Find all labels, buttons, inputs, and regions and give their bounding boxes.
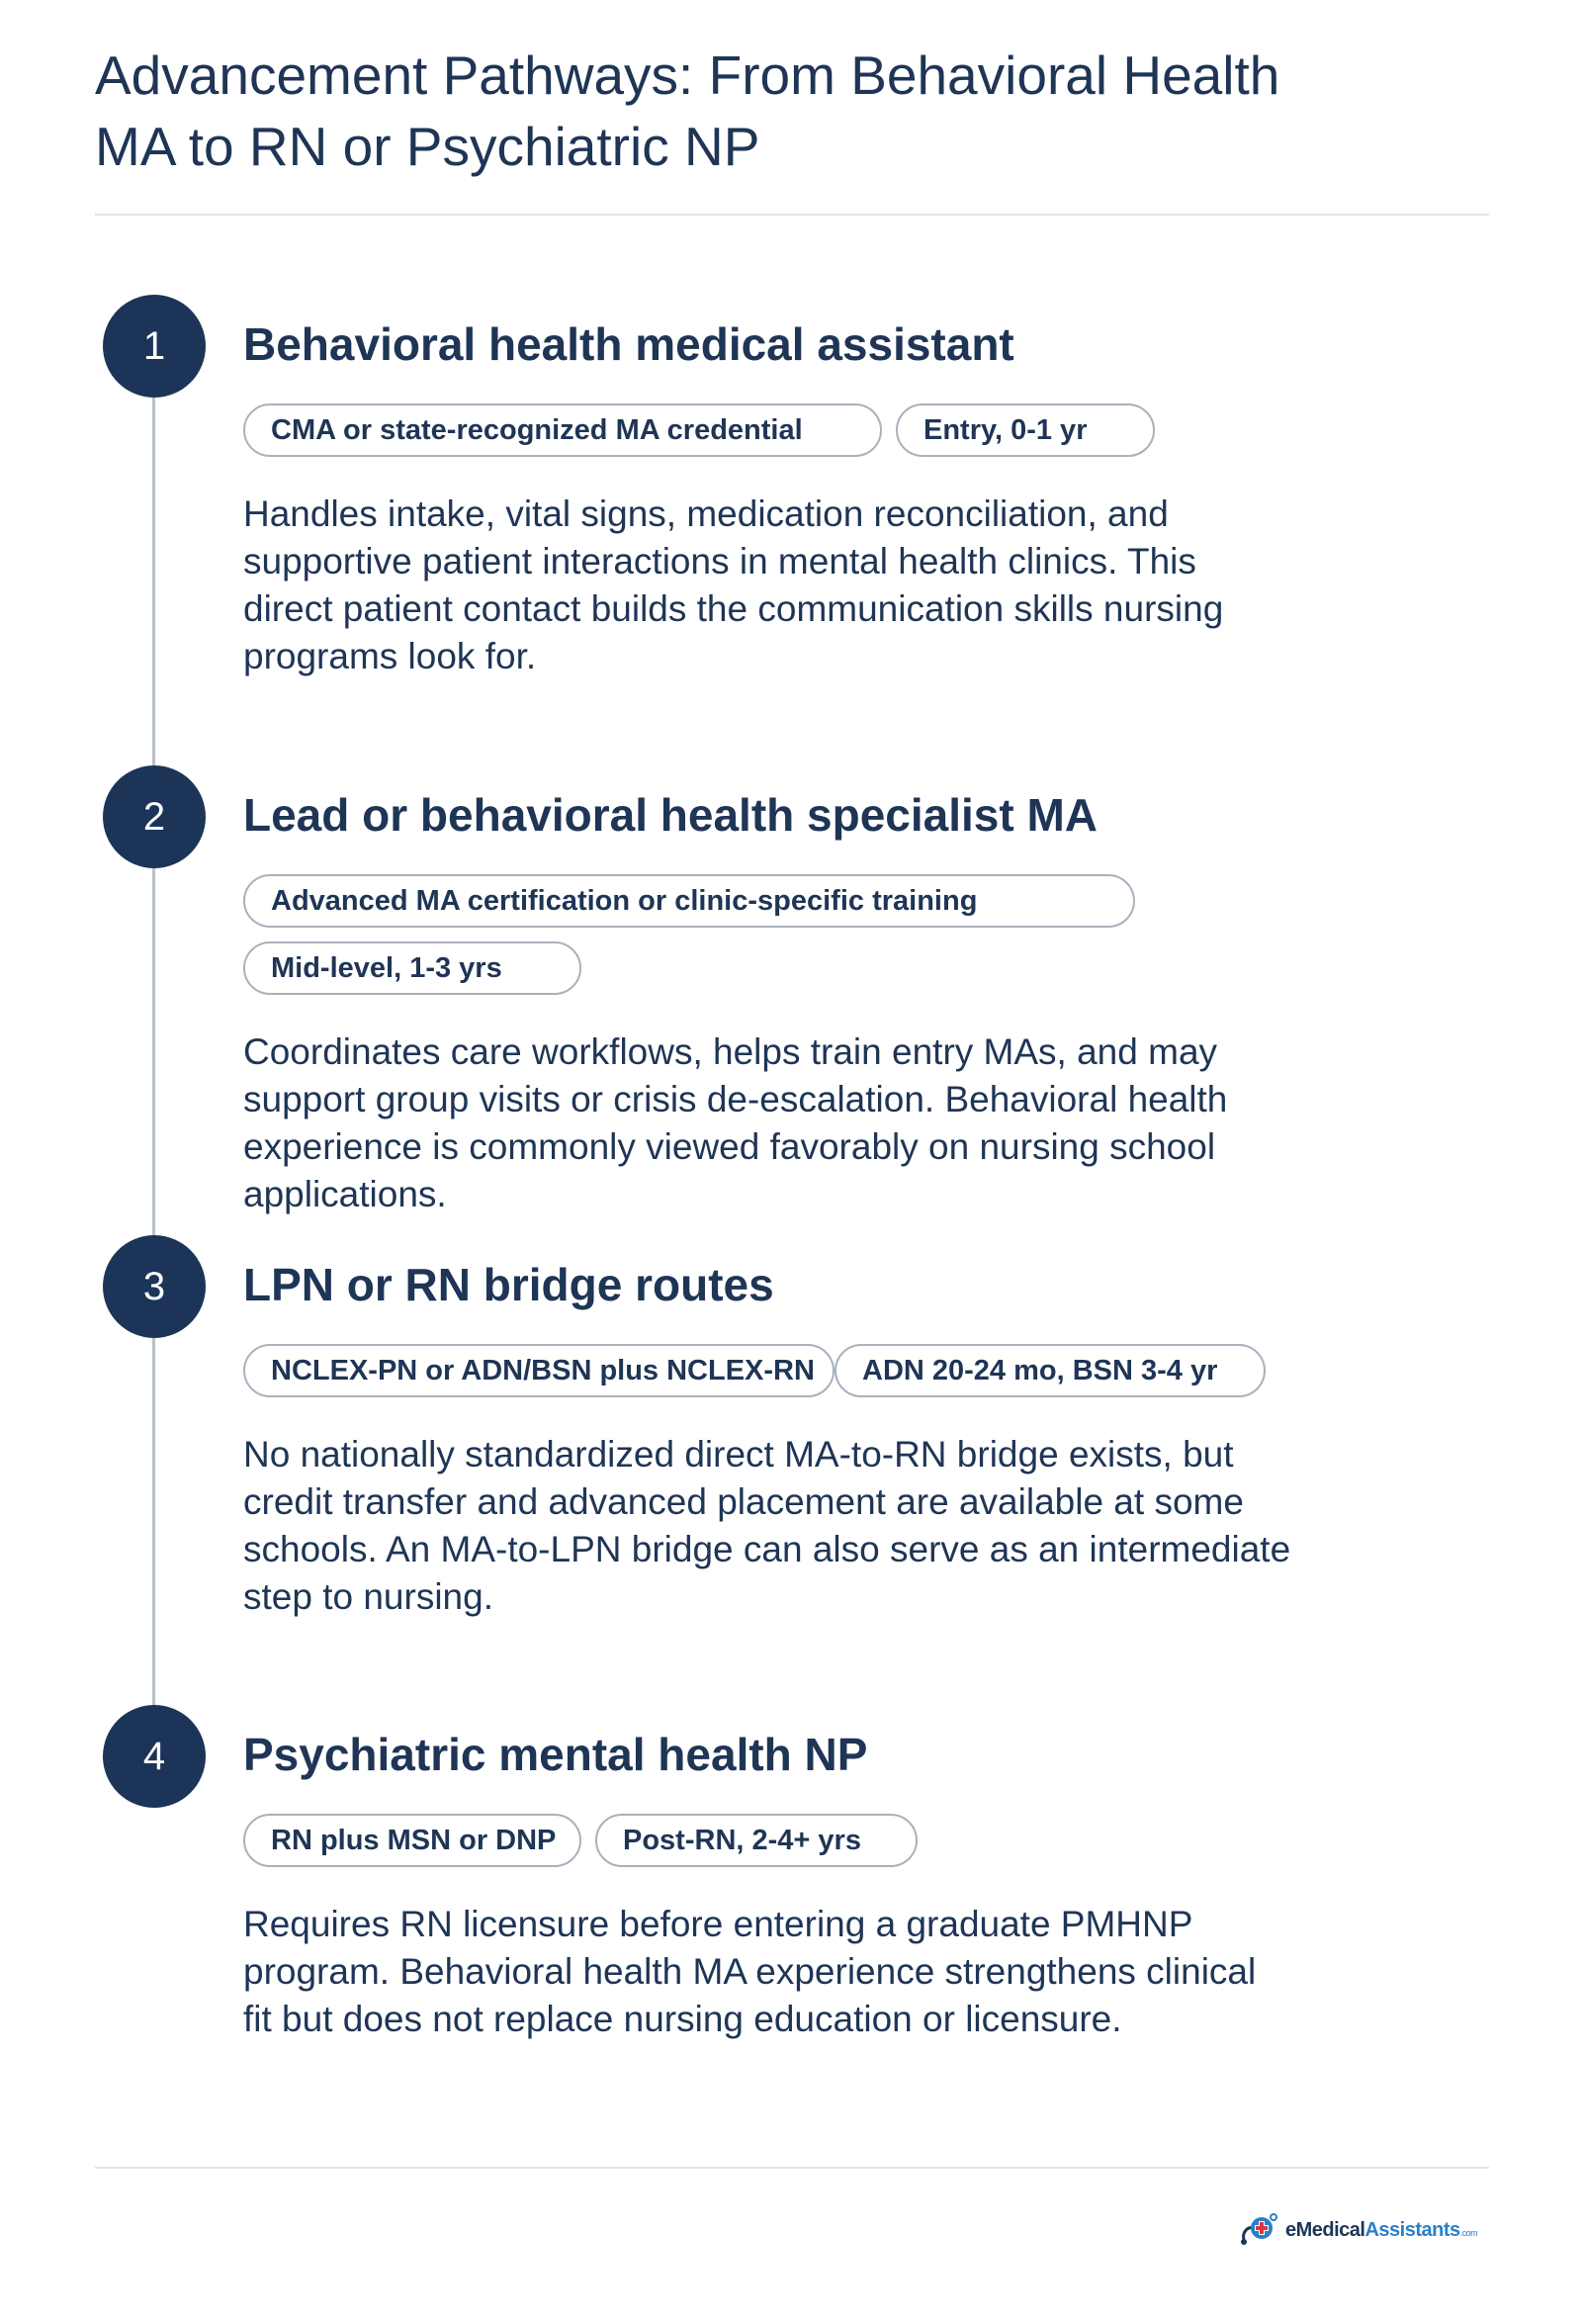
step-number-badge: 4 (103, 1705, 206, 1808)
credential-pill: CMA or state-recognized MA credential (243, 403, 882, 457)
credential-pill: NCLEX-PN or ADN/BSN plus NCLEX-RN (243, 1344, 835, 1397)
timeline-pill: ADN 20-24 mo, BSN 3-4 yr (835, 1344, 1266, 1397)
timeline-pill: Mid-level, 1-3 yrs (243, 941, 581, 995)
timeline-pill: Post-RN, 2-4+ yrs (595, 1814, 918, 1867)
emedicalassistants-logo (1238, 2210, 1477, 2250)
step-description: Handles intake, vital signs, medication reconciliation, and supportive patient interactions in mental health clinics. This direct patient contact builds the communication skills nursing programs look for. (243, 493, 1224, 676)
page-title: Advancement Pathways: From Behavioral Health MA to RN or Psychiatric NP (95, 45, 1280, 177)
step-description: No nationally standardized direct MA-to-RN bridge exists, but credit transfer and advanced placement are available at some schools. An MA-to-LPN bridge can also serve as an intermediate step to nursing. (243, 1434, 1291, 1617)
stethoscope-cross-icon (1238, 2210, 1279, 2250)
step-number-badge: 1 (103, 295, 206, 398)
step-number-badge: 3 (103, 1235, 206, 1338)
credential-pill: Advanced MA certification or clinic-specific training (243, 874, 1135, 928)
step-title: Behavioral health medical assistant (243, 318, 1014, 370)
step-title: LPN or RN bridge routes (243, 1259, 774, 1310)
logo-wordmark: eMedicalAssistants.com (1285, 2218, 1478, 2241)
footer-divider (95, 2167, 1489, 2169)
step-title: Psychiatric mental health NP (243, 1729, 868, 1780)
step-description: Coordinates care workflows, helps train entry MAs, and may support group visits or crisis de-escalation. Behavioral health experience is commonly viewed favorably on nursing school applications. (243, 1031, 1228, 1214)
timeline-pill: Entry, 0-1 yr (896, 403, 1155, 457)
credential-pill: RN plus MSN or DNP (243, 1814, 581, 1867)
step-title: Lead or behavioral health specialist MA (243, 789, 1099, 841)
step-description: Requires RN licensure before entering a graduate PMHNP program. Behavioral health MA experience strengthens clinical fit but does not replace nursing education or licensure. (243, 1904, 1257, 2039)
step-number-badge: 2 (103, 765, 206, 868)
header-divider (95, 214, 1489, 216)
timeline-connector (152, 346, 155, 1760)
